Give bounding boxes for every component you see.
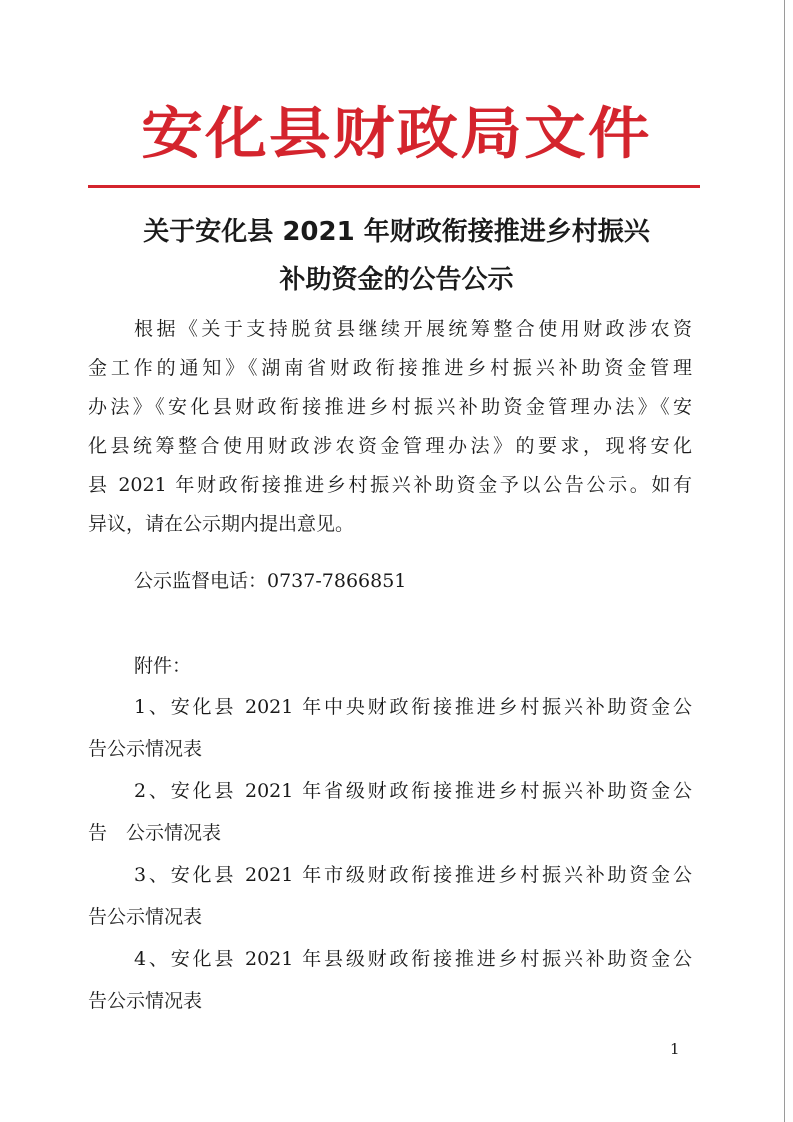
attachment-item xyxy=(88,854,692,938)
paragraph-line: 根据《关于支持脱贫县继续开展统筹整合使用财政涉农资 xyxy=(134,318,692,340)
attachment-line: 告公示情况表 xyxy=(88,906,203,928)
attachment-line: 告公示情况表 xyxy=(88,738,203,760)
attachment-line: 3、安化县 2021 年市级财政衔接推进乡村振兴补助资金公 xyxy=(134,864,692,886)
attachment-item xyxy=(88,938,692,1022)
supervision-phone: 公示监督电话：0737-7866851 xyxy=(134,570,407,592)
attachment-line: 1、安化县 2021 年中央财政衔接推进乡村振兴补助资金公 xyxy=(134,696,692,718)
paragraph-line: 化县统筹整合使用财政涉农资金管理办法》的要求，现将安化 xyxy=(88,435,692,457)
attachment-line: 2、安化县 2021 年省级财政衔接推进乡村振兴补助资金公 xyxy=(134,780,692,802)
body-paragraph xyxy=(88,310,692,544)
attachment-item xyxy=(88,686,692,770)
page-number: 1 xyxy=(670,1040,680,1058)
attachment-line: 告 公示情况表 xyxy=(88,822,222,844)
paragraph-line: 异议，请在公示期内提出意见。 xyxy=(88,513,355,535)
title-line-2: 补助资金的公告公示 xyxy=(279,265,514,295)
attachment-item xyxy=(88,770,692,854)
document-title xyxy=(60,208,733,304)
header-red-rule xyxy=(88,185,700,188)
paragraph-line: 县 2021 年财政衔接推进乡村振兴补助资金予以公告公示。如有 xyxy=(88,474,692,496)
attachment-line: 告公示情况表 xyxy=(88,990,203,1012)
paragraph-line: 办法》《安化县财政衔接推进乡村振兴补助资金管理办法》《安 xyxy=(88,396,692,418)
paragraph-line: 金工作的通知》《湖南省财政衔接推进乡村振兴补助资金管理 xyxy=(88,357,692,379)
attachments-label: 附件： xyxy=(134,655,192,677)
title-line-1: 关于安化县 2021 年财政衔接推进乡村振兴 xyxy=(143,217,650,247)
attachment-line: 4、安化县 2021 年县级财政衔接推进乡村振兴补助资金公 xyxy=(134,948,692,970)
org-header-title: 安化县财政局文件 xyxy=(141,102,652,167)
